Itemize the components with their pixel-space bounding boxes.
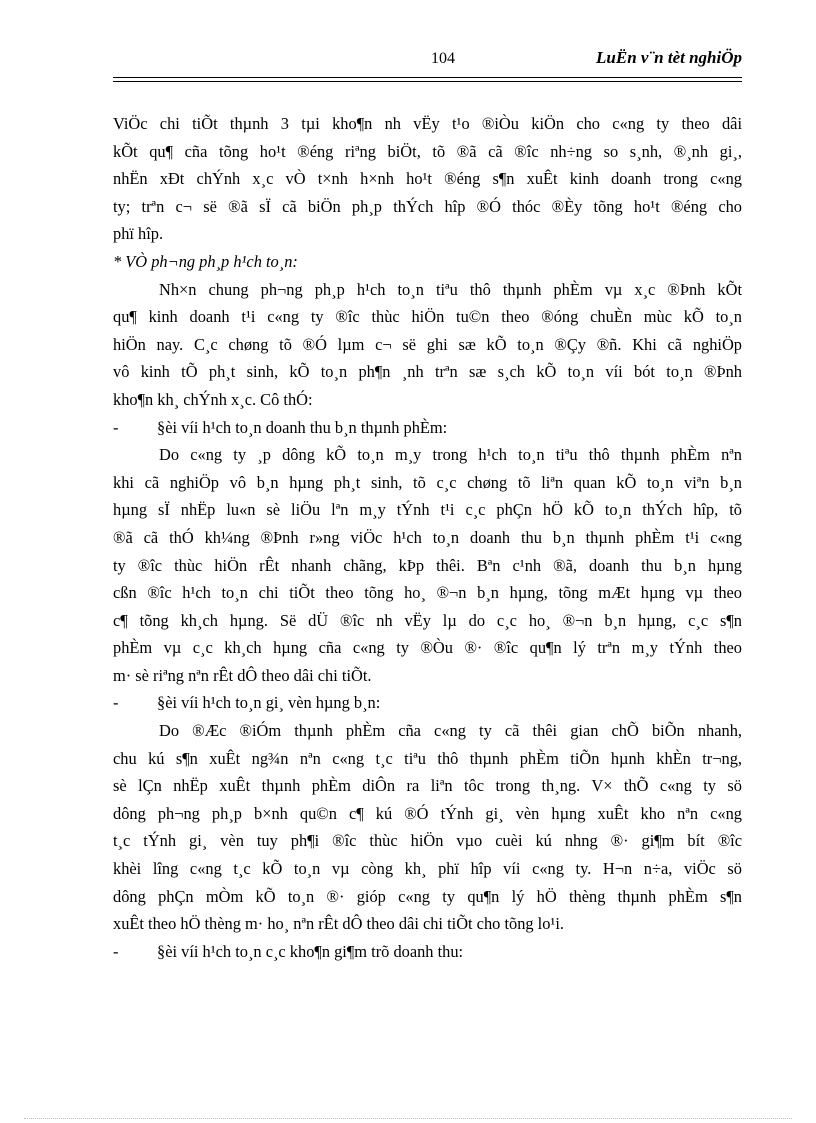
text-line: cßn ®îc h¹ch to¸n chi tiÕt theo tõng ho¸ ®¬n b¸n hµng, tõng mÆt hµng vµ theo [113,583,742,603]
bullet-dash: - [113,941,119,961]
text-line: khi cã nghiÖp vô b¸n hµng ph¸t sinh, tõ c¸c chøng tõ liªn quan kÕ to¸n viªn b¸n [113,472,742,492]
text-line: dông ph¬ng ph¸p b×nh qu©n c¶ kú ®Ó tÝnh gi¸ vèn hµng xuÊt kho nªn c«ng [113,803,742,823]
text-line: phï hîp. [113,224,164,244]
text-line: xuÊt theo hÖ thèng m· ho¸ nªn rÊt dÔ theo dâi chi tiÕt cho tõng lo¹i. [113,914,564,934]
text-line: hiÖn nay. C¸c chøng tõ ®Ó lµm c¬ së ghi sæ kÕ to¸n ®Çy ®ñ. Khi cã nghiÖp [113,334,742,354]
bullet-text: §èi víi h¹ch to¸n c¸c kho¶n gi¶m trõ doanh thu: [157,941,464,961]
bullet-dash: - [113,417,119,437]
text-line: ®ã cã thÓ kh¼ng ®Þnh r»ng viÖc h¹ch to¸n doanh thu b¸n thµnh phÈm t¹i c«ng [113,527,742,547]
text-line: dông phÇn mÒm kÕ to¸n ®· gióp c«ng ty qu¶n lý hÖ thèng thµnh phÈm s¶n [113,886,742,906]
bullet-dash: - [113,693,119,713]
text-line: Do ®Æc ®iÓm thµnh phÈm cña c«ng ty cã thêi gian chÕ biÕn nhanh, [159,721,742,741]
text-line: nhËn xÐt chÝnh x¸c vÒ t×nh h×nh ho¹t ®éng s¶n xuÊt kinh doanh trong c«ng [113,169,742,189]
bullet-item [113,689,742,717]
text-line: kÕt qu¶ cña tõng ho¹t ®éng riªng biÖt, tõ ®ã cã ®îc nh÷ng so s¸nh, ®¸nh gi¸, [113,141,742,161]
text-line: Do c«ng ty ¸p dông kÕ to¸n m¸y trong h¹ch to¸n tiªu thô thµnh phÈm nªn [159,445,742,465]
text-line: t¸c tÝnh gi¸ vèn tuy ph¶i ®îc thùc hiÖn vµo cuèi kú nhng ®· gi¶m bít ®îc [113,831,742,851]
text-line: phÈm vµ c¸c kh¸ch hµng cña c«ng ty ®Òu ®· ®îc qu¶n lý trªn m¸y tÝnh theo [113,638,742,658]
text-line: qu¶ kinh doanh t¹i c«ng ty ®îc thùc hiÖn tu©n theo ®óng chuÈn mùc kÕ to¸n [113,307,742,327]
text-line: c¶ tõng kh¸ch hµng. Së dÜ ®îc nh vËy lµ do c¸c ho¸ ®¬n b¸n hµng, c¸c s¶n [113,610,742,630]
text-line: ty; trªn c¬ së ®ã sÏ cã biÖn ph¸p thÝch hîp ®Ó thóc ®Èy tõng ho¹t ®éng cho [113,196,742,216]
body-text [113,110,742,965]
text-line: m· sè riªng nªn rÊt dÔ theo dâi chi tiÕt. [113,665,372,685]
bullet-item [113,414,742,442]
text-line: sè lÇn nhËp xuÊt thµnh phÈm diÔn ra liªn tôc trong th¸ng. V× thÕ c«ng ty sö [113,776,742,796]
page-number: 104 [431,50,455,67]
page-header [113,48,742,70]
text-line: Nh×n chung ph¬ng ph¸p h¹ch to¸n tiªu thô thµnh phÈm vµ x¸c ®Þnh kÕt [159,279,742,299]
text-line: khèi lîng c«ng t¸c kÕ to¸n vµ còng kh¸ phï hîp víi c«ng ty. H¬n n÷a, viÖc sö [113,859,742,879]
text-line: vô kinh tÕ ph¸t sinh, kÕ to¸n ph¶n ¸nh trªn sæ s¸ch kÕ to¸n víi bót to¸n ®Þnh [113,362,742,382]
bullet-text: §èi víi h¹ch to¸n doanh thu b¸n thµnh phÈm: [157,417,448,437]
header-rule-thin [113,81,742,82]
section-subheading: * VÒ ph¬ng ph¸p h¹ch to¸n: [113,251,298,271]
text-line: hµng sÏ nhËp lu«n sè liÖu lªn m¸y tÝnh t¹i c¸c phÇn hÖ kÕ to¸n thÝch hîp, tõ [113,500,742,520]
header-title: LuËn v¨n tèt nghiÖp [596,48,742,67]
text-line: kho¶n kh¸ chÝnh x¸c. Cô thÓ: [113,389,313,409]
bullet-text: §èi víi h¹ch to¸n gi¸ vèn hµng b¸n: [157,693,381,713]
bullet-item [113,938,742,966]
page-bottom-edge [24,1118,792,1119]
text-line: ty ®îc thùc hiÖn rÊt nhanh chãng, kÞp thêi. Bªn c¹nh ®ã, doanh thu b¸n hµng [113,555,742,575]
text-line: chu kú s¶n xuÊt ng¾n nªn c«ng t¸c tiªu thô thµnh phÈm tiÕn hµnh khÈn tr¬ng, [113,748,742,768]
text-line: ViÖc chi tiÕt thµnh 3 tµi kho¶n nh vËy t¹o ®iÒu kiÖn cho c«ng ty theo dâi [113,114,742,133]
header-rule-thick [113,77,742,78]
